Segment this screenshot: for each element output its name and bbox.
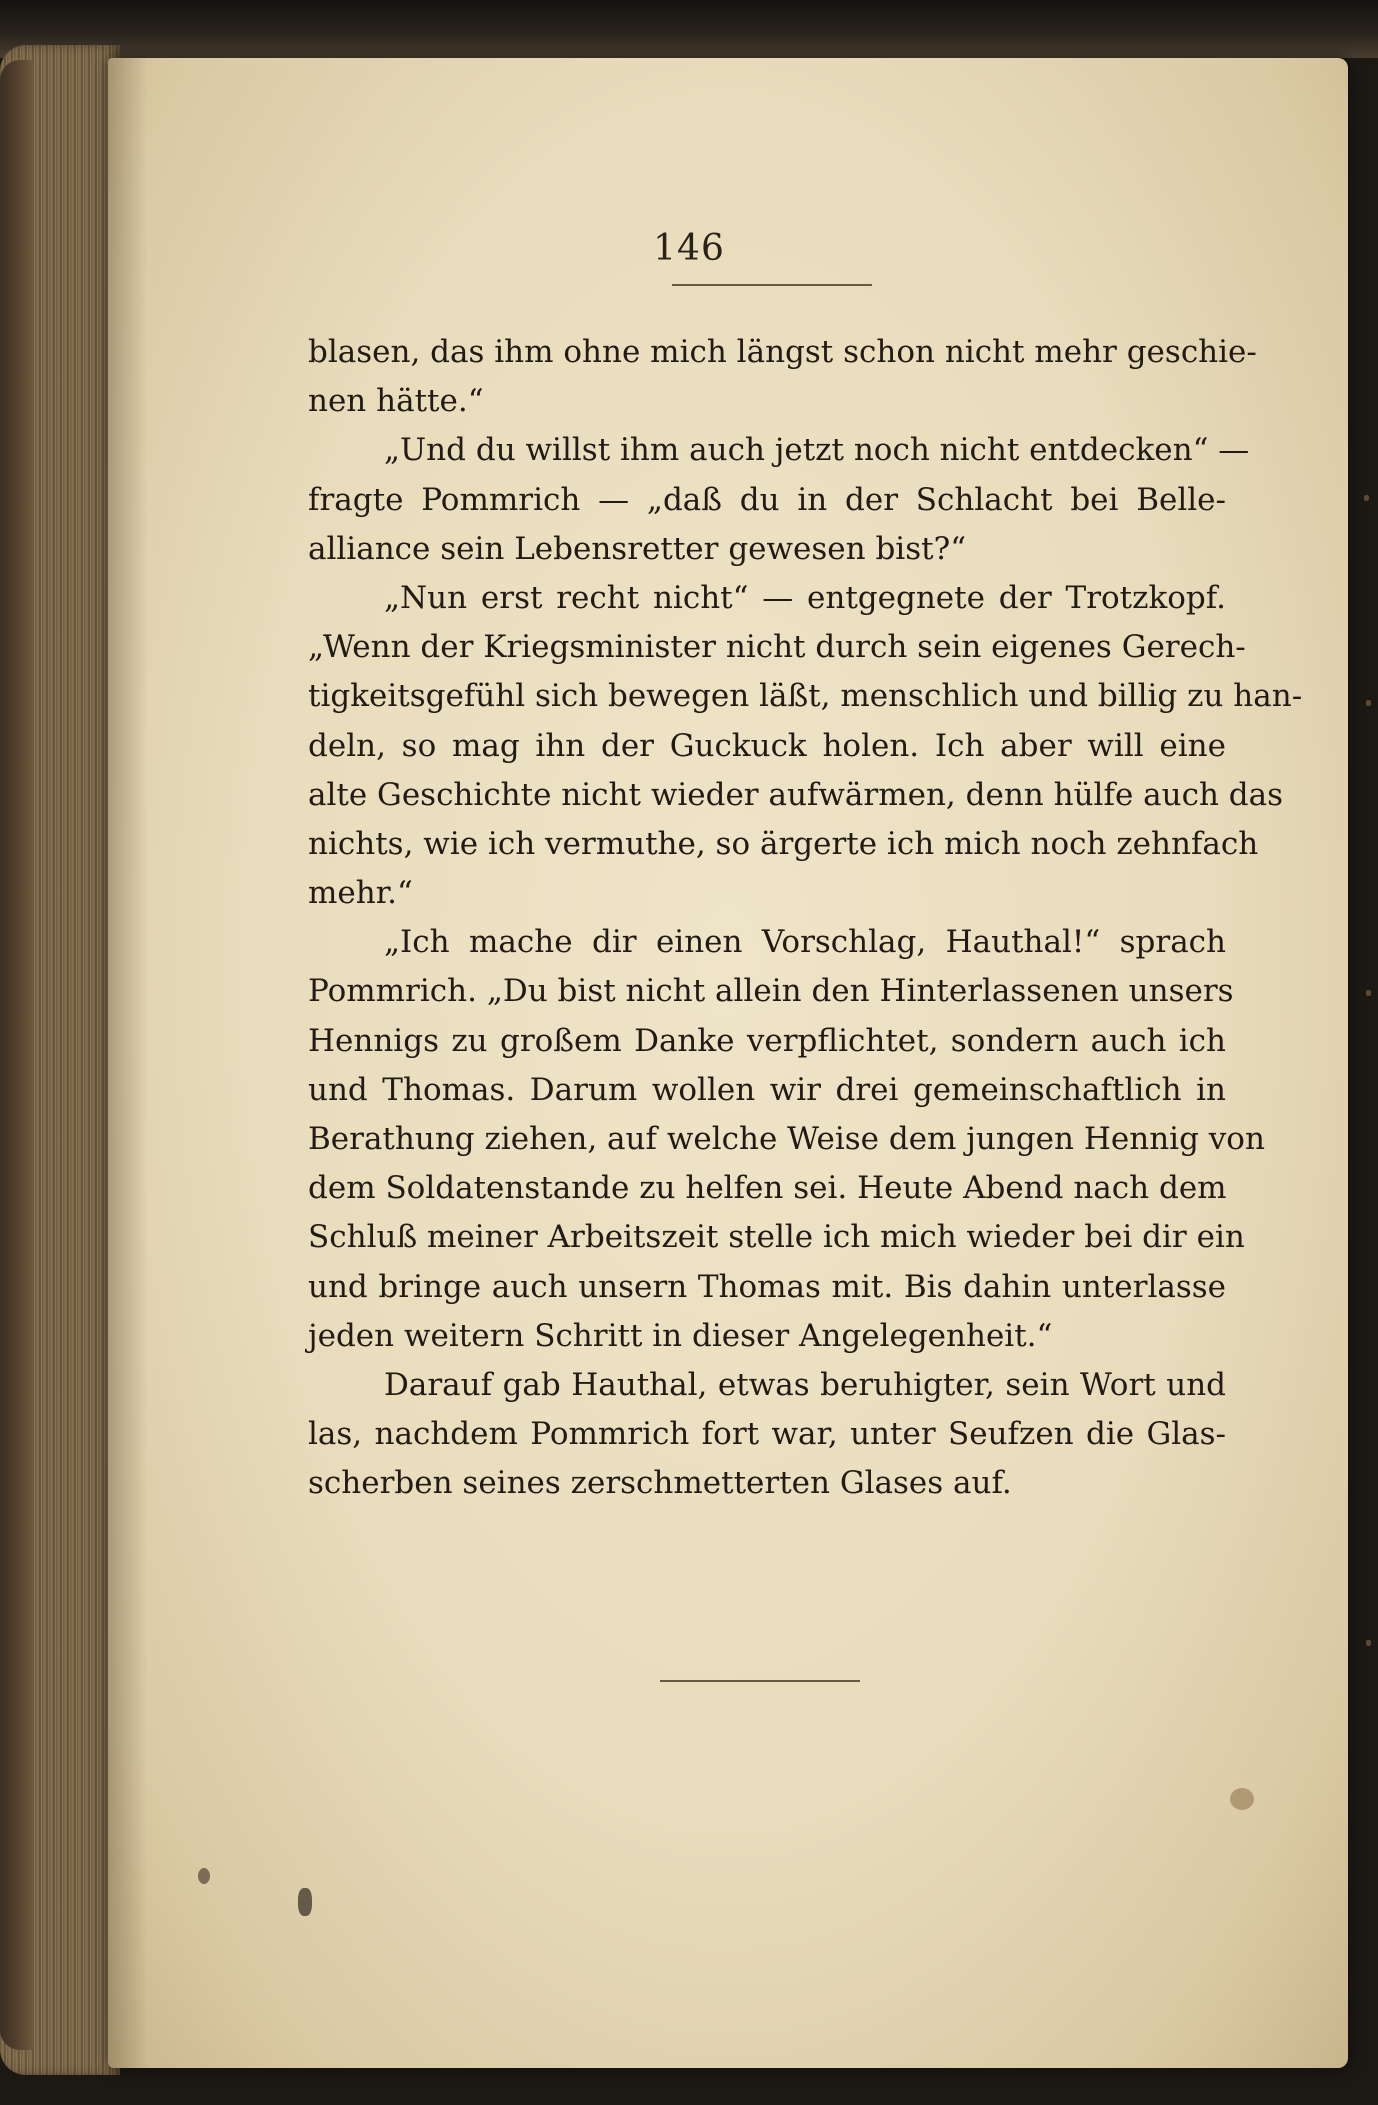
text-line: dem Soldatenstande zu helfen sei. Heute Abend nach dem xyxy=(308,1170,1227,1207)
text-line: „Nun erst recht nicht“ — entgegnete der Trotzkopf. xyxy=(384,579,1226,616)
text-line: „Ich mache dir einen Vorschlag, Hauthal!“ sprach xyxy=(384,924,1226,961)
text-line: „Wenn der Kriegsminister nicht durch sein eigenes Gerech- xyxy=(308,629,1246,666)
text-line: nichts, wie ich vermuthe, so ärgerte ich mich noch zehnfach xyxy=(308,825,1259,862)
text-line: und bringe auch unsern Thomas mit. Bis dahin unterlasse xyxy=(308,1268,1226,1305)
text-line: jeden weitern Schritt in dieser Angelegenheit.“ xyxy=(308,1317,1053,1354)
book-cover-edge xyxy=(0,60,34,2050)
margin-mark xyxy=(1366,1640,1371,1646)
text-line: Hennigs zu großem Danke verpflichtet, sondern auch ich xyxy=(308,1022,1226,1059)
text-line: tigkeitsgefühl sich bewegen läßt, menschlich und billig zu han- xyxy=(308,678,1303,715)
text-line: alte Geschichte nicht wieder aufwärmen, denn hülfe auch das xyxy=(308,776,1284,813)
body-text xyxy=(308,328,1303,1509)
text-line: las, nachdem Pommrich fort war, unter Seufzen die Glas- xyxy=(308,1416,1226,1453)
text-line: alliance sein Lebensretter gewesen bist?“ xyxy=(308,530,967,567)
top-shadow xyxy=(0,0,1378,58)
text-line: deln, so mag ihn der Guckuck holen. Ich aber will eine xyxy=(308,727,1226,764)
text-line: Berathung ziehen, auf welche Weise dem jungen Hennig von xyxy=(308,1121,1265,1157)
page-gutter-shadow xyxy=(108,58,148,2068)
margin-mark xyxy=(1364,495,1369,501)
text-line: scherben seines zerschmetterten Glases auf. xyxy=(308,1465,1012,1502)
text-line: blasen, das ihm ohne mich längst schon nicht mehr geschie- xyxy=(308,334,1257,370)
margin-mark xyxy=(1366,700,1371,706)
page-number: 146 xyxy=(653,228,725,269)
paper-stain xyxy=(198,1868,210,1884)
text-line: Pommrich. „Du bist nicht allein den Hinterlassenen unsers xyxy=(308,973,1234,1010)
text-line: Darauf gab Hauthal, etwas beruhigter, sein Wort und xyxy=(384,1366,1226,1403)
paper-stain xyxy=(1230,1788,1254,1810)
text-line: mehr.“ xyxy=(308,875,413,912)
text-line: Schluß meiner Arbeitszeit stelle ich mich wieder bei dir ein xyxy=(308,1219,1245,1256)
end-rule xyxy=(660,1680,860,1682)
header-rule xyxy=(672,284,872,286)
text-line: und Thomas. Darum wollen wir drei gemeinschaftlich in xyxy=(308,1071,1226,1108)
text-line: nen hätte.“ xyxy=(308,383,484,420)
margin-mark xyxy=(1366,990,1371,996)
text-line: „Und du willst ihm auch jetzt noch nicht entdecken“ — xyxy=(384,432,1250,469)
text-line: fragte Pommrich — „daß du in der Schlacht bei Belle- xyxy=(308,481,1226,518)
paper-stain xyxy=(298,1888,312,1916)
